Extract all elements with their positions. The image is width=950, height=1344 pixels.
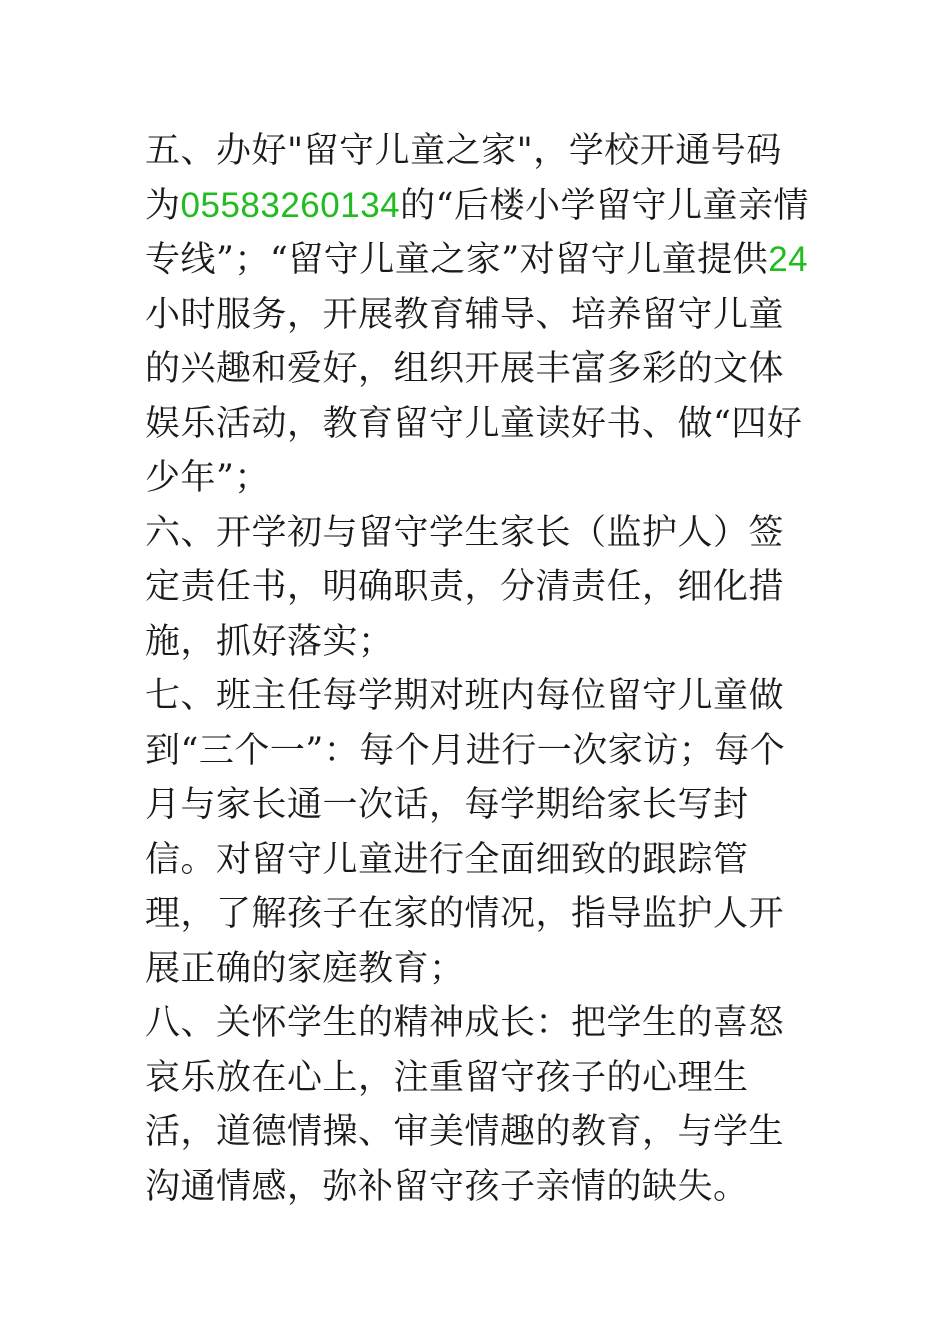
paragraph-six-text: 六、开学初与留守学生家长（监护人）签定责任书，明确职责，分清责任，细化措施，抓好落实； bbox=[145, 512, 785, 662]
paragraph-five bbox=[145, 124, 810, 506]
paragraph-eight-text: 八、关怀学生的精神成长：把学生的喜怒哀乐放在心上，注重留守孩子的心理生活，道德情操、审美情趣的教育，与学生沟通情感，弥补留守孩子亲情的缺失。 bbox=[145, 1003, 785, 1207]
service-hours-number: 24 bbox=[768, 240, 809, 279]
paragraph-five-text-1: 五、办好"留守儿童之家"，学校开通号码为 bbox=[145, 131, 782, 226]
paragraph-six bbox=[145, 506, 810, 670]
paragraph-seven bbox=[145, 669, 810, 996]
document-body bbox=[145, 124, 810, 1214]
hotline-number: 05583260134 bbox=[180, 185, 401, 225]
paragraph-five-text-3: 小时服务，开展教育辅导、培养留守儿童的兴趣和爱好，组织开展丰富多彩的文体娱乐活动，教育留守儿童读好书、做“四好少年”； bbox=[145, 294, 803, 498]
paragraph-seven-text: 七、班主任每学期对班内每位留守儿童做到“三个一”：每个月进行一次家访；每个月与家长通一次话，每学期给家长写封信。对留守儿童进行全面细致的跟踪管理，了解孩子在家的情况，指导监护人开展正确的家庭教育； bbox=[145, 676, 786, 989]
paragraph-eight bbox=[145, 996, 810, 1214]
paragraph-five-text-2: 的“后楼小学留守儿童亲情专线”；“留守儿童之家”对留守儿童提供 bbox=[145, 185, 810, 280]
